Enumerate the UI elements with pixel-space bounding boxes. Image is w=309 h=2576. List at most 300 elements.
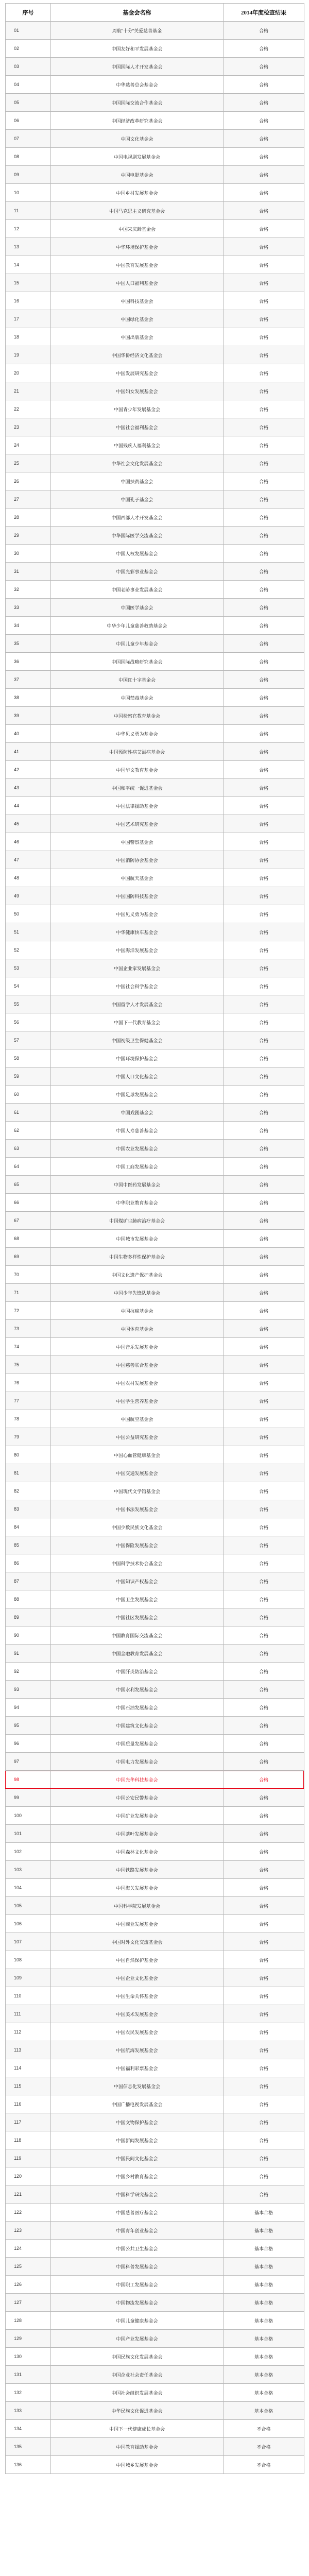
row-foundation-name: 中国法律援助基金会 [51, 797, 224, 815]
table-row [6, 1013, 304, 1031]
row-index: 14 [6, 256, 51, 274]
row-index: 09 [6, 166, 51, 184]
row-foundation-name: 中国电视剧发展基金会 [51, 148, 224, 166]
row-result: 合格 [224, 364, 304, 382]
row-index: 55 [6, 995, 51, 1013]
table-row [6, 382, 304, 400]
row-result: 合格 [224, 310, 304, 328]
row-foundation-name: 中国预防性病艾滋病基金会 [51, 743, 224, 761]
row-index: 36 [6, 653, 51, 671]
table-row [6, 1861, 304, 1879]
row-index: 56 [6, 1013, 51, 1031]
row-index: 86 [6, 1554, 51, 1572]
row-foundation-name: 中国出版基金会 [51, 328, 224, 346]
row-index: 58 [6, 1049, 51, 1067]
row-result: 合格 [224, 779, 304, 797]
row-foundation-name: 中国公安民警基金会 [51, 1789, 224, 1807]
table-row [6, 1194, 304, 1212]
row-result: 合格 [224, 1446, 304, 1464]
row-foundation-name: 中国企业家发展基金会 [51, 959, 224, 977]
row-index: 01 [6, 22, 51, 40]
row-foundation-name: 中国对外文化交流基金会 [51, 1933, 224, 1951]
row-result: 合格 [224, 707, 304, 725]
row-foundation-name: 中国文化遗产保护基金会 [51, 1266, 224, 1284]
row-result: 合格 [224, 869, 304, 887]
row-index: 15 [6, 274, 51, 292]
row-index: 74 [6, 1338, 51, 1356]
row-foundation-name: 中国文物保护基金会 [51, 2113, 224, 2131]
row-index: 49 [6, 887, 51, 905]
table-row [6, 1140, 304, 1158]
row-foundation-name: 中国友好和平发展基金会 [51, 40, 224, 58]
row-result: 合格 [224, 923, 304, 941]
row-result: 合格 [224, 22, 304, 40]
table-row [6, 2438, 304, 2456]
row-foundation-name: 中国人口福利基金会 [51, 274, 224, 292]
row-index: 128 [6, 2312, 51, 2330]
row-foundation-name: 中国社会福利基金会 [51, 418, 224, 436]
table-row [6, 1446, 304, 1464]
row-index: 41 [6, 743, 51, 761]
row-foundation-name: 中国书法发展基金会 [51, 1500, 224, 1518]
row-result: 合格 [224, 238, 304, 256]
row-result: 合格 [224, 527, 304, 545]
row-result: 合格 [224, 1086, 304, 1104]
row-foundation-name: 中国音乐发展基金会 [51, 1338, 224, 1356]
table-row [6, 364, 304, 382]
row-result: 合格 [224, 1825, 304, 1843]
table-row [6, 1699, 304, 1717]
row-result: 基本合格 [224, 2222, 304, 2240]
table-row [6, 2204, 304, 2222]
table-row [6, 599, 304, 617]
table-row [6, 328, 304, 346]
table-row [6, 490, 304, 509]
row-result: 合格 [224, 959, 304, 977]
row-index: 103 [6, 1861, 51, 1879]
row-foundation-name: 中国商业发展基金会 [51, 1915, 224, 1933]
row-index: 32 [6, 581, 51, 599]
row-index: 23 [6, 418, 51, 436]
row-index: 134 [6, 2420, 51, 2438]
row-foundation-name: 中国科学技术协会基金会 [51, 1554, 224, 1572]
row-result: 合格 [224, 58, 304, 76]
row-foundation-name: 中华少年儿童慈善救助基金会 [51, 617, 224, 635]
row-foundation-name: 中国初级卫生保健基金会 [51, 1031, 224, 1049]
row-result: 基本合格 [224, 2294, 304, 2312]
row-index: 03 [6, 58, 51, 76]
table-row [6, 346, 304, 364]
row-index: 91 [6, 1645, 51, 1663]
row-result: 基本合格 [224, 2258, 304, 2276]
row-index: 04 [6, 76, 51, 94]
row-result: 合格 [224, 1771, 304, 1789]
table-row [6, 2420, 304, 2438]
row-index: 53 [6, 959, 51, 977]
row-foundation-name: 中国煤矿尘肺病治疗基金会 [51, 1212, 224, 1230]
row-index: 100 [6, 1807, 51, 1825]
row-foundation-name: 中国抗癌基金会 [51, 1302, 224, 1320]
table-row [6, 2167, 304, 2185]
row-result: 合格 [224, 905, 304, 923]
row-index: 116 [6, 2095, 51, 2113]
row-result: 合格 [224, 1410, 304, 1428]
row-foundation-name: 中国残疾人福利基金会 [51, 436, 224, 454]
row-index: 54 [6, 977, 51, 995]
table-row [6, 310, 304, 328]
table-row [6, 1825, 304, 1843]
row-result: 合格 [224, 1284, 304, 1302]
row-foundation-name: 中华慈善总会基金会 [51, 76, 224, 94]
table-row [6, 1681, 304, 1699]
row-result: 合格 [224, 1807, 304, 1825]
row-foundation-name: 中国民族文化发展基金会 [51, 2348, 224, 2366]
row-foundation-name: 中国孔子基金会 [51, 490, 224, 509]
row-index: 98 [6, 1771, 51, 1789]
table-row [6, 292, 304, 310]
table-row [6, 689, 304, 707]
row-foundation-name: 中国国防科技基金会 [51, 887, 224, 905]
row-foundation-name: 中国产业发展基金会 [51, 2330, 224, 2348]
row-foundation-name: 中国留学人才发展基金会 [51, 995, 224, 1013]
row-index: 37 [6, 671, 51, 689]
document [5, 3, 304, 2474]
row-foundation-name: 中国航天基金会 [51, 869, 224, 887]
row-result: 合格 [224, 2185, 304, 2204]
row-foundation-name: 周航"十分"关爱慈善基金 [51, 22, 224, 40]
row-index: 108 [6, 1951, 51, 1969]
table-row [6, 1212, 304, 1230]
row-index: 57 [6, 1031, 51, 1049]
row-result: 合格 [224, 1212, 304, 1230]
row-index: 45 [6, 815, 51, 833]
row-foundation-name: 中国红十字基金会 [51, 671, 224, 689]
row-foundation-name: 中国城乡发展基金会 [51, 2456, 224, 2474]
row-result: 合格 [224, 328, 304, 346]
row-foundation-name: 中国光华科技基金会 [51, 1771, 224, 1789]
row-result: 合格 [224, 653, 304, 671]
header-index: 序号 [6, 4, 51, 22]
row-foundation-name: 中国质量发展基金会 [51, 1735, 224, 1753]
row-result: 合格 [224, 490, 304, 509]
table-row [6, 166, 304, 184]
row-result: 合格 [224, 1031, 304, 1049]
row-foundation-name: 中国公益研究基金会 [51, 1428, 224, 1446]
table-row [6, 527, 304, 545]
row-result: 合格 [224, 1645, 304, 1663]
table-row [6, 1807, 304, 1825]
row-index: 75 [6, 1356, 51, 1374]
row-foundation-name: 中华环境保护基金会 [51, 238, 224, 256]
row-index: 97 [6, 1753, 51, 1771]
row-foundation-name: 中国生命关怀基金会 [51, 1987, 224, 2005]
row-foundation-name: 中国社会科学基金会 [51, 977, 224, 995]
row-result: 合格 [224, 1158, 304, 1176]
table-row [6, 274, 304, 292]
row-foundation-name: 中国教育国际交流基金会 [51, 1626, 224, 1645]
row-foundation-name: 中国信息化发展基金会 [51, 2077, 224, 2095]
table-row [6, 1753, 304, 1771]
row-result: 合格 [224, 1374, 304, 1392]
row-foundation-name: 中国航空基金会 [51, 1410, 224, 1428]
row-index: 60 [6, 1086, 51, 1104]
row-foundation-name: 中华民族文化促进基金会 [51, 2402, 224, 2420]
row-foundation-name: 中国禁毒基金会 [51, 689, 224, 707]
row-result: 合格 [224, 1753, 304, 1771]
row-foundation-name: 中国足球发展基金会 [51, 1086, 224, 1104]
row-index: 17 [6, 310, 51, 328]
row-index: 16 [6, 292, 51, 310]
row-foundation-name: 中国华侨经济文化基金会 [51, 346, 224, 364]
row-foundation-name: 中国青少年发展基金会 [51, 400, 224, 418]
row-foundation-name: 中国现代文学馆基金会 [51, 1482, 224, 1500]
row-result: 合格 [224, 1987, 304, 2005]
row-result: 合格 [224, 40, 304, 58]
row-result: 合格 [224, 1915, 304, 1933]
row-foundation-name: 中国农民发展基金会 [51, 2023, 224, 2041]
row-result: 合格 [224, 2059, 304, 2077]
row-index: 63 [6, 1140, 51, 1158]
table-row [6, 2366, 304, 2384]
table-row [6, 2294, 304, 2312]
row-result: 合格 [224, 1428, 304, 1446]
row-index: 70 [6, 1266, 51, 1284]
row-index: 33 [6, 599, 51, 617]
table-row [6, 869, 304, 887]
row-foundation-name: 中国儿童健康基金会 [51, 2312, 224, 2330]
row-foundation-name: 中国美术发展基金会 [51, 2005, 224, 2023]
row-index: 125 [6, 2258, 51, 2276]
table-row [6, 94, 304, 112]
row-index: 18 [6, 328, 51, 346]
row-result: 合格 [224, 418, 304, 436]
row-index: 79 [6, 1428, 51, 1446]
table-row [6, 2222, 304, 2240]
row-index: 92 [6, 1663, 51, 1681]
table-row [6, 1933, 304, 1951]
table-row [6, 743, 304, 761]
row-index: 21 [6, 382, 51, 400]
row-result: 合格 [224, 995, 304, 1013]
row-result: 合格 [224, 2023, 304, 2041]
table-row [6, 2113, 304, 2131]
row-index: 59 [6, 1067, 51, 1086]
row-result: 合格 [224, 977, 304, 995]
row-result: 合格 [224, 1681, 304, 1699]
row-index: 24 [6, 436, 51, 454]
table-row [6, 761, 304, 779]
row-result: 合格 [224, 797, 304, 815]
row-index: 67 [6, 1212, 51, 1230]
row-foundation-name: 中国国际战略研究基金会 [51, 653, 224, 671]
row-index: 29 [6, 527, 51, 545]
row-index: 50 [6, 905, 51, 923]
table-row [6, 1086, 304, 1104]
row-foundation-name: 中国光彩事业基金会 [51, 563, 224, 581]
row-index: 65 [6, 1176, 51, 1194]
row-foundation-name: 中国海关发展基金会 [51, 1879, 224, 1897]
row-foundation-name: 中国华文教育基金会 [51, 761, 224, 779]
row-index: 133 [6, 2402, 51, 2420]
table-row [6, 545, 304, 563]
row-result: 合格 [224, 1735, 304, 1753]
row-index: 66 [6, 1194, 51, 1212]
table-row [6, 1951, 304, 1969]
table-row [6, 238, 304, 256]
row-foundation-name: 中国矿业发展基金会 [51, 1807, 224, 1825]
row-result: 合格 [224, 1969, 304, 1987]
table-row [6, 1735, 304, 1753]
row-index: 46 [6, 833, 51, 851]
row-index: 30 [6, 545, 51, 563]
row-result: 合格 [224, 382, 304, 400]
table-row [6, 779, 304, 797]
row-foundation-name: 中国教育援助基金会 [51, 2438, 224, 2456]
table-row [6, 1590, 304, 1608]
row-foundation-name: 中国见义勇为基金会 [51, 905, 224, 923]
table-row [6, 2456, 304, 2474]
table-row [6, 58, 304, 76]
row-result: 合格 [224, 1554, 304, 1572]
row-result: 合格 [224, 1663, 304, 1681]
row-foundation-name: 中华职业教育基金会 [51, 1194, 224, 1212]
table-row [6, 923, 304, 941]
row-foundation-name: 中国青年创业基金会 [51, 2222, 224, 2240]
table-row [6, 130, 304, 148]
row-foundation-name: 中华健康快车基金会 [51, 923, 224, 941]
table-row [6, 2131, 304, 2149]
row-result: 合格 [224, 1500, 304, 1518]
row-index: 51 [6, 923, 51, 941]
row-result: 合格 [224, 1464, 304, 1482]
row-foundation-name: 中国科普发展基金会 [51, 2258, 224, 2276]
row-index: 62 [6, 1122, 51, 1140]
row-foundation-name: 中国公共卫生基金会 [51, 2240, 224, 2258]
row-index: 99 [6, 1789, 51, 1807]
table-row [6, 1158, 304, 1176]
row-foundation-name: 中国知识产权基金会 [51, 1572, 224, 1590]
table-row [6, 2005, 304, 2023]
row-result: 合格 [224, 1951, 304, 1969]
row-foundation-name: 中国戏剧基金会 [51, 1104, 224, 1122]
row-result: 基本合格 [224, 2240, 304, 2258]
row-result: 合格 [224, 1140, 304, 1158]
row-index: 39 [6, 707, 51, 725]
row-foundation-name: 中国电力发展基金会 [51, 1753, 224, 1771]
row-index: 68 [6, 1230, 51, 1248]
row-index: 87 [6, 1572, 51, 1590]
row-foundation-name: 中国艺术研究基金会 [51, 815, 224, 833]
row-index: 34 [6, 617, 51, 635]
table-row [6, 1266, 304, 1284]
row-result: 合格 [224, 635, 304, 653]
row-index: 47 [6, 851, 51, 869]
row-index: 28 [6, 509, 51, 527]
row-result: 合格 [224, 1338, 304, 1356]
row-result: 基本合格 [224, 2348, 304, 2366]
row-foundation-name: 中国宋庆龄基金会 [51, 220, 224, 238]
row-result: 合格 [224, 1933, 304, 1951]
inspection-results-table [5, 3, 304, 2474]
row-index: 38 [6, 689, 51, 707]
row-index: 93 [6, 1681, 51, 1699]
table-row [6, 2276, 304, 2294]
row-foundation-name: 中国绿化基金会 [51, 310, 224, 328]
table-row [6, 40, 304, 58]
row-foundation-name: 中国社会组织发展基金会 [51, 2384, 224, 2402]
row-foundation-name: 中国扶贫基金会 [51, 472, 224, 490]
row-index: 104 [6, 1879, 51, 1897]
table-row [6, 76, 304, 94]
row-foundation-name: 中国社区发展基金会 [51, 1608, 224, 1626]
table-row [6, 833, 304, 851]
table-row [6, 112, 304, 130]
row-result: 合格 [224, 1320, 304, 1338]
row-index: 107 [6, 1933, 51, 1951]
row-foundation-name: 中国新闻发展基金会 [51, 2131, 224, 2149]
row-result: 合格 [224, 509, 304, 527]
table-row [6, 581, 304, 599]
row-index: 08 [6, 148, 51, 166]
row-index: 89 [6, 1608, 51, 1626]
table-row [6, 1987, 304, 2005]
row-result: 合格 [224, 815, 304, 833]
row-foundation-name: 中国民间文化基金会 [51, 2149, 224, 2167]
table-row [6, 1049, 304, 1067]
row-result: 合格 [224, 112, 304, 130]
row-index: 112 [6, 2023, 51, 2041]
row-result: 合格 [224, 1879, 304, 1897]
table-row [6, 1554, 304, 1572]
header-foundation-name: 基金会名称 [51, 4, 224, 22]
row-result: 合格 [224, 184, 304, 202]
row-foundation-name: 中国人口文化基金会 [51, 1067, 224, 1086]
row-result: 基本合格 [224, 2204, 304, 2222]
row-foundation-name: 中国电影基金会 [51, 166, 224, 184]
table-row [6, 2258, 304, 2276]
row-result: 合格 [224, 1248, 304, 1266]
table-row [6, 1031, 304, 1049]
table-row [6, 1897, 304, 1915]
table-row [6, 1410, 304, 1428]
row-result: 合格 [224, 1104, 304, 1122]
row-index: 64 [6, 1158, 51, 1176]
row-index: 73 [6, 1320, 51, 1338]
row-foundation-name: 中国科技基金会 [51, 292, 224, 310]
row-index: 111 [6, 2005, 51, 2023]
row-foundation-name: 中国福利彩票基金会 [51, 2059, 224, 2077]
row-result: 合格 [224, 148, 304, 166]
row-result: 合格 [224, 1536, 304, 1554]
row-foundation-name: 中国体育基金会 [51, 1320, 224, 1338]
row-index: 83 [6, 1500, 51, 1518]
row-index: 113 [6, 2041, 51, 2059]
row-index: 95 [6, 1717, 51, 1735]
table-row [6, 1248, 304, 1266]
row-index: 19 [6, 346, 51, 364]
row-result: 合格 [224, 599, 304, 617]
table-row [6, 1320, 304, 1338]
table-row [6, 1230, 304, 1248]
table-row [6, 184, 304, 202]
row-index: 76 [6, 1374, 51, 1392]
row-foundation-name: 中国教育发展基金会 [51, 256, 224, 274]
table-row [6, 671, 304, 689]
row-foundation-name: 中国文化基金会 [51, 130, 224, 148]
row-index: 22 [6, 400, 51, 418]
row-result: 合格 [224, 1230, 304, 1248]
table-row [6, 995, 304, 1013]
